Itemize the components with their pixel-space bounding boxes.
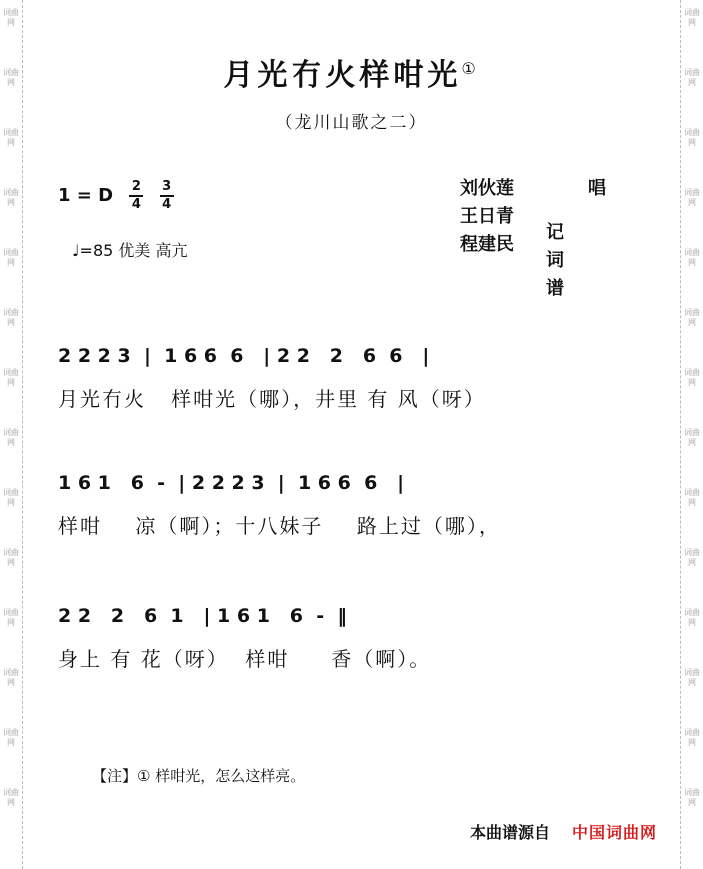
watermark-text: 词曲网 bbox=[3, 788, 19, 807]
tempo-marking: ♩=85 优美 高亢 bbox=[72, 241, 188, 260]
watermark-text: 词曲网 bbox=[3, 668, 19, 687]
watermark-text: 词曲网 bbox=[684, 428, 700, 447]
notation-line: 2 2 2 3 | 1 6 6 6 | 2 2 2 6 6 | bbox=[58, 345, 430, 367]
watermark-text: 词曲网 bbox=[684, 548, 700, 567]
watermark-text: 词曲网 bbox=[3, 308, 19, 327]
watermark-text: 词曲网 bbox=[684, 368, 700, 387]
watermark-text: 词曲网 bbox=[684, 188, 700, 207]
site-brand-link[interactable]: 中国词曲网 bbox=[572, 823, 658, 842]
watermark-text: 词曲网 bbox=[684, 788, 700, 807]
watermark-text: 词曲网 bbox=[3, 608, 19, 627]
score-line-2 bbox=[58, 472, 648, 539]
watermark-text: 词曲网 bbox=[3, 368, 19, 387]
score-line-1 bbox=[58, 345, 648, 412]
notation-line: 1 6 1 6 - | 2 2 2 3 | 1 6 6 6 | bbox=[58, 472, 405, 494]
lyrics-line: 月光冇火 样咁光（哪），井里 有 风（呀） bbox=[58, 387, 486, 411]
watermark-text: 词曲网 bbox=[684, 608, 700, 627]
watermark-text: 词曲网 bbox=[684, 728, 700, 747]
time-signature-2: $\frac{3}{4}$ bbox=[160, 180, 174, 212]
watermark-text: 词曲网 bbox=[684, 128, 700, 147]
watermark-text: 词曲网 bbox=[684, 488, 700, 507]
watermark-text: 词曲网 bbox=[3, 248, 19, 267]
song-subtitle: （龙川山歌之二） bbox=[275, 113, 428, 133]
watermark-text: 词曲网 bbox=[684, 308, 700, 327]
credits bbox=[460, 175, 606, 299]
source-credit: 本曲谱源自 中国词曲网 bbox=[470, 823, 658, 842]
recorder-name-2: 程建民 bbox=[460, 234, 514, 255]
watermark-text: 词曲网 bbox=[684, 668, 700, 687]
watermark-text: 词曲网 bbox=[684, 8, 700, 27]
watermark-text: 词曲网 bbox=[3, 188, 19, 207]
watermark-text: 词曲网 bbox=[3, 8, 19, 27]
recorder-name-1: 王日青 bbox=[460, 206, 514, 227]
watermark-text: 词曲网 bbox=[3, 128, 19, 147]
watermark-text: 词曲网 bbox=[684, 248, 700, 267]
singer-role: 唱 bbox=[588, 178, 606, 199]
time-signature-1: $\frac{2}{4}$ bbox=[129, 180, 143, 212]
lyrics-line: 身上 有 花（呀） 样咁 香（啊）。 bbox=[58, 647, 432, 671]
watermark-text: 词曲网 bbox=[3, 548, 19, 567]
watermark-text: 词曲网 bbox=[3, 428, 19, 447]
watermark-text: 词曲网 bbox=[3, 728, 19, 747]
watermark-text: 词曲网 bbox=[684, 68, 700, 87]
singer-name: 刘伙莲 bbox=[460, 178, 514, 199]
watermark-text: 词曲网 bbox=[3, 488, 19, 507]
song-title: 月光冇火样咁光① bbox=[223, 58, 480, 93]
recorder-role: 记词谱 bbox=[546, 222, 564, 299]
watermark-text: 词曲网 bbox=[3, 68, 19, 87]
footnote: 【注】① 样咁光，怎么这样亮。 bbox=[92, 767, 306, 785]
lyrics-line: 样咁 凉（啊）；十八妹子 路上过（哪）， bbox=[58, 514, 501, 538]
key-signature: 1 = D $\frac{2}{4}$ $\frac{3}{4}$ bbox=[58, 180, 174, 212]
notation-line: 2 2 2 6 1 | 1 6 1 6 - ‖ bbox=[58, 605, 347, 627]
score-line-3 bbox=[58, 605, 648, 672]
